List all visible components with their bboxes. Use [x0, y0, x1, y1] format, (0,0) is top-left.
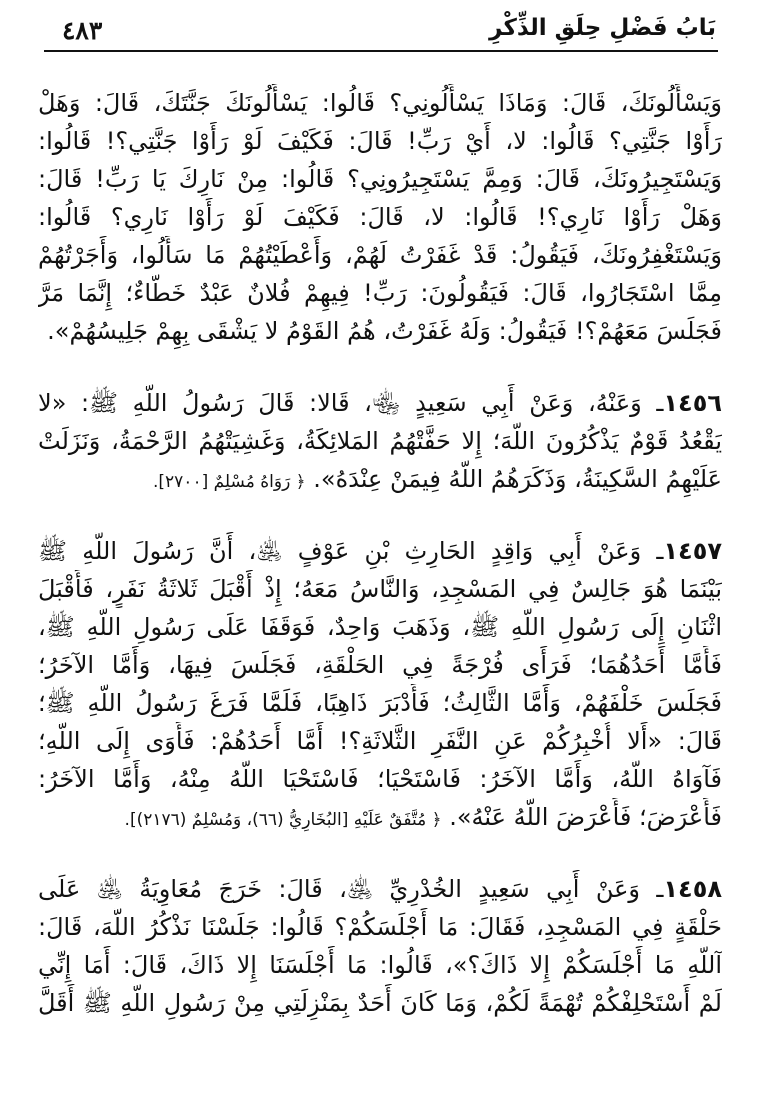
text-line: يَقْعُدُ قَوْمٌ يَذْكُرُونَ اللَّهَ؛ إِلا حَفَّتْهُمُ المَلائِكَةُ، وَغَشِيَتْهُمُ الرَّحْمَةُ، وَنَزَلَتْ [38, 427, 722, 455]
text-segment: ـ وَعَنْ أَبِي سَعِيدٍ الخُدْرِيِّ ﵁، قَالَ: خَرَجَ مُعَاوِيَةُ ﵁ عَلَى [38, 875, 664, 903]
text-segment: فَأَعْرَضَ؛ فَأَعْرَضَ اللَّهُ عَنْهُ». [449, 803, 722, 831]
source-reference: ﴿ مُتَّفَقٌ عَلَيْهِ [البُخَارِيُّ (٦٦)، وَمُسْلِمٌ (٢١٧٦)]. [124, 810, 442, 830]
paragraph-continuation [38, 84, 722, 350]
text-line: رَأَوْا جَنَّتِي؟ قَالُوا: لا، أَيْ رَبِّ! قَالَ: فَكَيْفَ لَوْ رَأَوْا جَنَّتِي؟! قَالُوا: [38, 127, 722, 155]
page-header [44, 10, 718, 52]
page-number: ٤٨٣ [62, 16, 103, 45]
text-line: فَآوَاهُ اللَّهُ، وَأَمَّا الآخَرُ: فَاسْتَحْيَا؛ فَاسْتَحْيَا اللَّهُ مِنْهُ، وَأَمَّا الآخَرُ: [38, 765, 722, 793]
hadith-1456 [38, 384, 722, 498]
text-line [38, 798, 722, 836]
chapter-title: بَابُ فَضْلِ حِلَقِ الذِّكْرِ [489, 15, 716, 41]
text-line: حَلْقَةٍ فِي المَسْجِدِ، فَقَالَ: مَا أَجْلَسَكُمْ؟ قَالُوا: جَلَسْنَا نَذْكُرُ اللَّهَ، قَالَ: [38, 913, 722, 941]
source-reference: ﴿ رَوَاهُ مُسْلِمٌ [٢٧٠٠]. [153, 472, 306, 492]
hadith-1458 [38, 870, 722, 1022]
text-line: فَأَمَّا أَحَدُهُمَا؛ فَرَأَى فُرْجَةً فِي الحَلْقَةِ، فَجَلَسَ فِيهَا، وَأَمَّا الآخَرُ؛ [38, 651, 722, 679]
text-line: لَمْ أَسْتَحْلِفْكُمْ تُهْمَةً لَكُمْ، وَمَا كَانَ أَحَدٌ بِمَنْزِلَتِي مِنْ رَسُولِ اللَّهِ ﷺ أَقَلَّ [38, 989, 722, 1017]
text-line: فَجَلَسَ خَلْفَهُمْ، وَأَمَّا الثَّالِثُ؛ فَأَدْبَرَ ذَاهِبًا، فَلَمَّا فَرَغَ رَسُولُ اللَّهِ ﷺ؛ [38, 689, 722, 717]
text-segment: ـ وَعَنْهُ، وَعَنْ أَبِي سَعِيدٍ ﵄، قَالا: قَالَ رَسُولُ اللَّهِ ﷺ: «لا [38, 389, 664, 417]
hadith-number: ١٤٥٨ [663, 875, 722, 903]
text-line [38, 460, 722, 498]
text-line: فَجَلَسَ مَعَهُمْ؟! فَيَقُولُ: وَلَهُ غَفَرْتُ، هُمُ القَوْمُ لا يَشْقَى بِهِمْ جَلِيسُهُمْ». [47, 317, 722, 345]
text-line: بَيْنَمَا هُوَ جَالِسٌ فِي المَسْجِدِ، وَالنَّاسُ مَعَهُ؛ إِذْ أَقْبَلَ ثَلاثَةُ نَفَرٍ، فَأَقْبَلَ [38, 575, 722, 603]
text-line [38, 384, 722, 422]
text-line: اثْنَانِ إِلَى رَسُولِ اللَّهِ ﷺ، وَذَهَبَ وَاحِدٌ، فَوَقَفَا عَلَى رَسُولِ اللَّهِ ﷺ، [38, 613, 722, 641]
hadith-number: ١٤٥٧ [663, 537, 722, 565]
text-segment: ـ وَعَنْ أَبِي وَاقِدٍ الحَارِثِ بْنِ عَوْفٍ ﵁، أَنَّ رَسُولَ اللَّهِ ﷺ [38, 537, 664, 565]
text-line [38, 532, 722, 570]
text-line: وَيَسْأَلُونَكَ، قَالَ: وَمَاذَا يَسْأَلُونِي؟ قَالُوا: يَسْأَلُونَكَ جَنَّتَكَ، قَالَ: وَهَلْ [38, 89, 722, 117]
page-body [38, 84, 722, 1022]
text-line: مِمَّا اسْتَجَارُوا، قَالَ: فَيَقُولُونَ: رَبِّ! فِيهِمْ فُلانٌ عَبْدٌ خَطَّاءٌ؛ إِنَّمَا مَرَّ [38, 279, 722, 307]
hadith-1457 [38, 532, 722, 836]
text-line: آللَّهِ مَا أَجْلَسَكُمْ إِلا ذَاكَ؟»، قَالُوا: مَا أَجْلَسَنَا إِلا ذَاكَ، قَالَ: أَمَا إِنِّي [38, 951, 722, 979]
text-line: وَهَلْ رَأَوْا نَارِي؟! قَالُوا: لا، قَالَ: فَكَيْفَ لَوْ رَأَوْا نَارِي؟ قَالُوا: [38, 203, 722, 231]
text-line: وَيَسْتَغْفِرُونَكَ، فَيَقُولُ: قَدْ غَفَرْتُ لَهُمْ، وَأَعْطَيْتُهُمْ مَا سَأَلُوا، وَأَجَرْتُهُمْ [38, 241, 722, 269]
text-line: قَالَ: «أَلا أُخْبِرُكُمْ عَنِ النَّفَرِ الثَّلاثَةِ؟! أَمَّا أَحَدُهُمْ: فَأَوَى إِلَى اللَّهِ؛ [38, 727, 722, 755]
hadith-number: ١٤٥٦ [663, 389, 722, 417]
text-segment: عَلَيْهِمُ السَّكِينَةُ، وَذَكَرَهُمُ اللَّهُ فِيمَنْ عِنْدَهُ». [313, 465, 722, 493]
text-line [38, 870, 722, 908]
text-line: وَيَسْتَجِيرُونَكَ، قَالَ: وَمِمَّ يَسْتَجِيرُونِي؟ قَالُوا: مِنْ نَارِكَ يَا رَبِّ! قَالَ: [38, 165, 722, 193]
